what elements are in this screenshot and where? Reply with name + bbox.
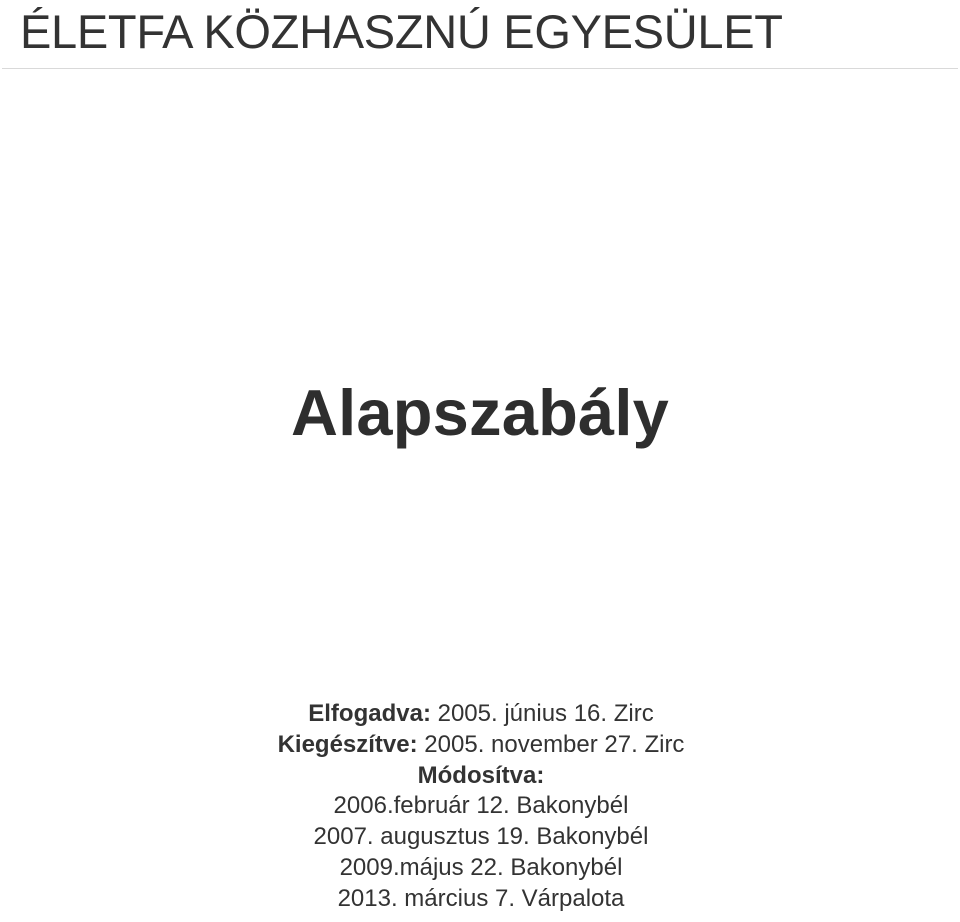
modified-line [0,761,960,792]
modification-entry: 2007. augusztus 19. Bakonybél [313,823,649,851]
document-title: Alapszabály [291,376,669,449]
header-divider [2,68,958,69]
modified-label: Módosítva: [417,761,545,789]
modification-entry: 2006.február 12. Bakonybél [333,792,629,820]
supplemented-value: 2005. november 27. Zirc [424,730,685,758]
supplemented-label: Kiegészítve: [277,730,418,758]
adopted-label: Elfogadva: [308,700,431,727]
adopted-value: 2005. június 16. Zirc [437,700,654,727]
modification-entry: 2009.május 22. Bakonybél [339,853,623,881]
organization-name: ÉLETFA KÖZHASZNÚ EGYESÜLET [20,5,783,58]
supplemented-line [0,730,960,761]
revision-history [0,699,960,915]
modification-entry: 2013. március 7. Várpalota [337,884,625,912]
adopted-line [0,699,960,730]
